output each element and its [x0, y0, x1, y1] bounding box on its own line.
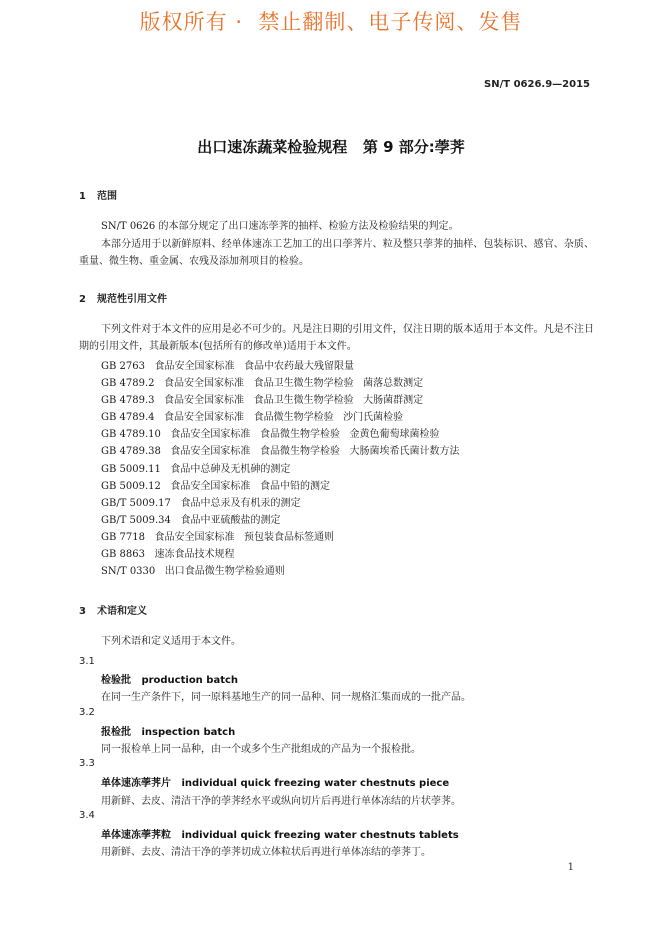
- standard-code: SN/T 0626.9—2015: [484, 79, 590, 90]
- section-3-intro: 下列术语和定义适用于本文件。: [101, 636, 241, 647]
- reference-item: GB 4789.10 食品安全国家标准 食品微生物学检验 金黄色葡萄球菌检验: [101, 429, 440, 441]
- section-2-heading: [79, 290, 167, 305]
- term-name: 报检批 inspection batch: [101, 727, 236, 738]
- section-1-heading: [79, 187, 117, 202]
- term-definition: 在同一生产条件下，同一原料基地生产的同一品种、同一规格汇集而成的一批产品。: [101, 692, 471, 703]
- reference-item: GB 7718 食品安全国家标准 预包装食品标签通则: [101, 531, 335, 543]
- reference-item: GB 4789.2 食品安全国家标准 食品卫生微生物学检验 菌落总数测定: [101, 378, 424, 390]
- section-1-paragraph-2: 本部分适用于以新鲜原料、经单体速冻工艺加工的出口荸荠片、粒及整只荸荠的抽样、包装标识、感官、杂质、重量、微生物、重金属、农残及添加剂项目的检验。: [79, 239, 594, 267]
- term-name: 检验批 production batch: [101, 675, 239, 686]
- reference-item: GB 4789.3 食品安全国家标准 食品卫生微生物学检验 大肠菌群测定: [101, 395, 424, 407]
- term-name: 单体速冻荸荠片 individual quick freezing water chestnuts piece: [101, 778, 450, 789]
- copyright-watermark: 版权所有 · 禁止翻制、电子传阅、发售: [139, 10, 523, 34]
- section-title: 规范性引用文件: [97, 294, 167, 305]
- term-number: 3.4: [79, 810, 95, 821]
- normative-references-list: [101, 358, 459, 580]
- term-number: 3.3: [79, 758, 95, 769]
- reference-item: GB 2763 食品安全国家标准 食品中农药最大残留限量: [101, 361, 355, 372]
- document-title: 出口速冻蔬菜检验规程 第 9 部分:荸荠: [197, 138, 465, 156]
- reference-item: SN/T 0330 出口食品微生物学检验通则: [101, 566, 285, 578]
- reference-item: GB 5009.12 食品安全国家标准 食品中铅的测定: [101, 480, 330, 492]
- term-definition: 用新鲜、去皮、清洁干净的荸荠经水平或纵向切片后再进行单体冻结的片状荸荠。: [101, 796, 461, 807]
- term-definition: 同一报检单上同一品种，由一个或多个生产批组成的产品为一个报检批。: [101, 744, 421, 755]
- page-number: 1: [567, 862, 574, 873]
- term-definition: 用新鲜、去皮、清洁干净的荸荠切成立体粒状后再进行单体冻结的荸荠丁。: [101, 847, 431, 858]
- reference-item: GB 4789.38 食品安全国家标准 食品微生物学检验 大肠菌埃希氏菌计数方法: [101, 446, 460, 458]
- reference-item: GB/T 5009.34 食品中亚硫酸盐的测定: [101, 514, 281, 526]
- section-3-heading: [79, 602, 147, 617]
- reference-item: GB 8863 速冻食品技术规程: [101, 549, 235, 561]
- section-number: 1: [79, 191, 86, 202]
- section-2-intro: 下列文件对于本文件的应用是必不可少的。凡是注日期的引用文件，仅注日期的版本适用于本文件。凡是不注日期的引用文件，其最新版本(包括所有的修改单)适用于本文件。: [79, 324, 594, 352]
- section-title: 范围: [97, 191, 117, 202]
- reference-item: GB/T 5009.17 食品中总汞及有机汞的测定: [101, 497, 301, 509]
- section-number: 2: [79, 294, 86, 305]
- section-1-paragraph-1: SN/T 0626 的本部分规定了出口速冻荸荠的抽样、检验方法及检验结果的判定。: [101, 221, 459, 232]
- term-name: 单体速冻荸荠粒 individual quick freezing water chestnuts tablets: [101, 830, 459, 841]
- term-number: 3.2: [79, 707, 95, 718]
- section-title: 术语和定义: [97, 606, 147, 617]
- reference-item: GB 5009.11 食品中总砷及无机砷的测定: [101, 463, 291, 475]
- section-number: 3: [79, 606, 86, 617]
- reference-item: GB 4789.4 食品安全国家标准 食品微生物学检验 沙门氏菌检验: [101, 412, 404, 424]
- term-number: 3.1: [79, 656, 95, 667]
